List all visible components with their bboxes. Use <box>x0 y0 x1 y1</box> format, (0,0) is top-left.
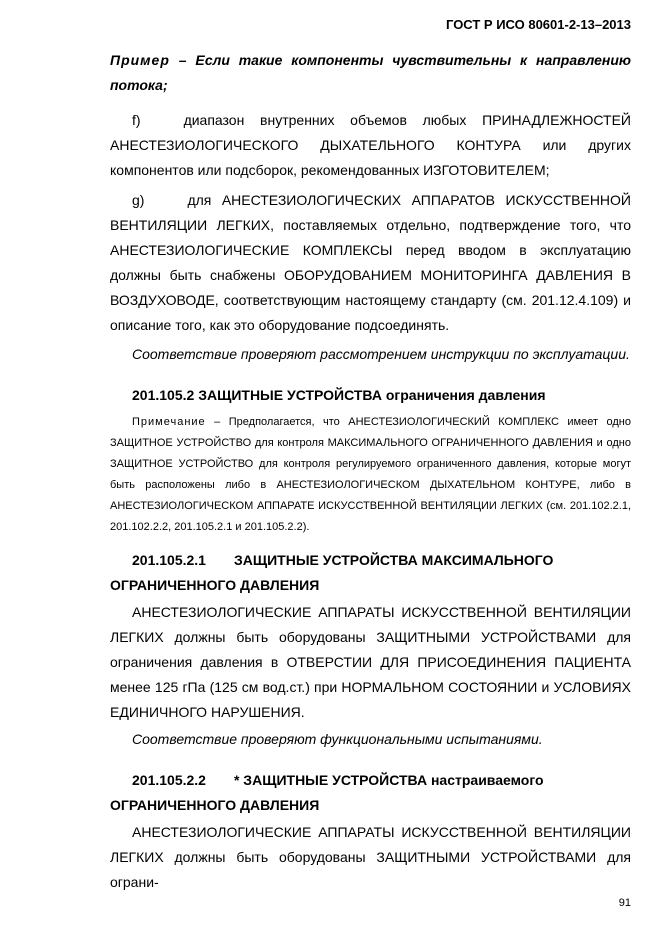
list-item-f <box>110 108 631 183</box>
note-paragraph <box>110 412 631 538</box>
compliance-note-2: Соответствие проверяют функциональными испытаниями. <box>132 731 543 747</box>
section-number: 201.105.2.1 <box>132 552 206 568</box>
note-text: – Предполагается, что АНЕСТЕЗИОЛОГИЧЕСКИЙ КОМПЛЕКС имеет одно ЗАЩИТНОЕ УСТРОЙСТВО для контроля МАКСИМАЛЬНОГО ОГРАНИЧЕННОГО ДАВЛЕНИЯ и одно ЗАЩИТНОЕ УСТРОЙСТВО для контроля регулируемого ограниченного давления, которые могут быть расположены либо в АНЕСТЕЗИОЛОГИЧЕСКОМ ДЫХАТЕЛЬНОМ КОНТУРЕ, либо в АНЕСТЕЗИОЛОГИЧЕСКОМ АППАРАТЕ ИСКУССТВЕННОЙ ВЕНТИЛЯЦИИ ЛЕГКИХ (см. 201.102.2.1, 201.102.2.2, 201.105.2.1 и 201.105.2.2). <box>110 416 632 533</box>
section-heading-201-105-2-1 <box>110 548 631 598</box>
document-header: ГОСТ Р ИСО 80601-2-13–2013 <box>446 17 631 32</box>
example-text: – Если такие компоненты чувствительны к направлению потока; <box>110 52 632 93</box>
note-lead: Примечание <box>132 416 206 428</box>
list-text-g: для АНЕСТЕЗИОЛОГИЧЕСКИХ АППАРАТОВ ИСКУССТВЕННОЙ ВЕНТИЛЯЦИИ ЛЕГКИХ, поставляемых отдельно, подтверждение того, что АНЕСТЕЗИОЛОГИЧЕСКИЕ КОМПЛЕКСЫ перед вводом в эксплуатацию должны быть снабжены ОБОРУДОВАНИЕМ МОНИТОРИНГА ДАВЛЕНИЯ В ВОЗДУХОВОДЕ, соответствующим настоящему стандарту (см. 201.12.4.109) и описание того, как это оборудование подсоединять. <box>110 192 631 333</box>
section-number: 201.105.2.2 <box>132 772 206 788</box>
list-marker-g: g) <box>132 192 145 208</box>
section-heading-201-105-2 <box>110 383 631 408</box>
example-paragraph <box>110 48 631 98</box>
section-body-201-105-2-2: АНЕСТЕЗИОЛОГИЧЕСКИЕ АППАРАТЫ ИСКУССТВЕННОЙ ВЕНТИЛЯЦИИ ЛЕГКИХ должны быть оборудованы ЗАЩИТНЫМИ УСТРОЙСТВАМИ для ограни- <box>110 824 631 890</box>
section-heading-201-105-2-2 <box>110 768 631 818</box>
section-number: 201.105.2 <box>132 387 195 403</box>
example-lead: Пример <box>110 52 170 68</box>
list-marker-f: f) <box>132 112 141 128</box>
section-body-201-105-2-1: АНЕСТЕЗИОЛОГИЧЕСКИЕ АППАРАТЫ ИСКУССТВЕННОЙ ВЕНТИЛЯЦИИ ЛЕГКИХ должны быть оборудованы ЗАЩИТНЫМИ УСТРОЙСТВАМИ для ограничения давления в ОТВЕРСТИИ ДЛЯ ПРИСОЕДИНЕНИЯ ПАЦИЕНТА менее 125 гПа (125 см вод.ст.) при НОРМАЛЬНОМ СОСТОЯНИИ и УСЛОВИЯХ ЕДИНИЧНОГО НАРУШЕНИЯ. <box>110 604 631 720</box>
list-item-g <box>110 188 631 338</box>
compliance-note-1: Соответствие проверяют рассмотрением инструкции по эксплуатации. <box>132 346 630 362</box>
section-title: ЗАЩИТНЫЕ УСТРОЙСТВА ограничения давления <box>198 387 546 403</box>
list-text-f: диапазон внутренних объемов любых ПРИНАДЛЕЖНОСТЕЙ АНЕСТЕЗИОЛОГИЧЕСКОГО ДЫХАТЕЛЬНОГО КОНТУРА или других компонентов или подсборок, рекомендованных ИЗГОТОВИТЕЛЕМ; <box>110 112 631 178</box>
section-title: * ЗАЩИТНЫЕ УСТРОЙСТВА настраиваемого ОГРАНИЧЕННОГО ДАВЛЕНИЯ <box>110 772 544 813</box>
section-title: ЗАЩИТНЫЕ УСТРОЙСТВА МАКСИМАЛЬНОГО ОГРАНИЧЕННОГО ДАВЛЕНИЯ <box>110 552 554 593</box>
page-number: 91 <box>618 897 631 909</box>
